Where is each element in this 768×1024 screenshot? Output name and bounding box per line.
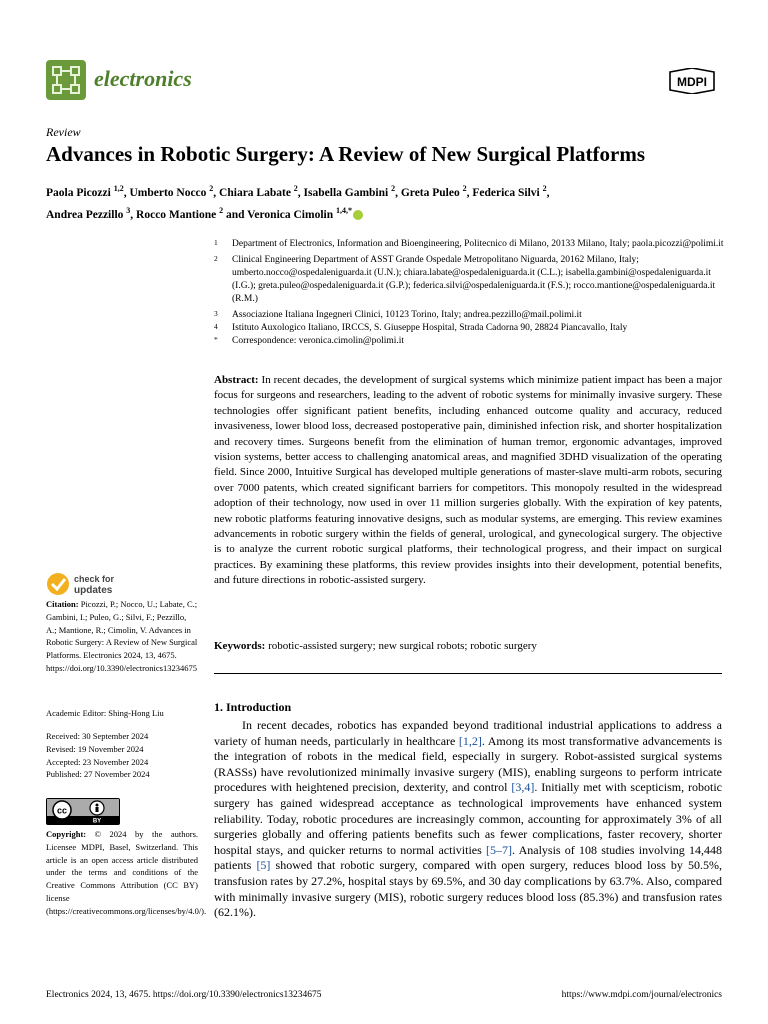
intro-text: In recent decades, robotics has expanded beyond traditional industrial applications to address a variety of human needs, particularly in healthcare [214, 718, 722, 748]
citation-block [46, 598, 198, 675]
intro-text: showed that robotic surgery, compared with open surgery, reduces blood loss by 50.5%, transfusion rates by 27.2%, hospital stays by 69.5%, and 30 day complications by 63.7%. Also, compared with minimally invasive surgery (MIS), robotic surgery reduces blood loss (85.3%) and transfusion rates (62.1%). [214, 858, 723, 920]
author-name: Veronica Cimolin [247, 208, 334, 221]
author-affil: 3 [126, 205, 131, 215]
author-affil: 2 [462, 184, 467, 193]
author-affil: 2 [542, 184, 547, 193]
citation-link[interactable]: [5–7] [486, 842, 513, 857]
citation-label: Citation: [46, 599, 79, 609]
citation-link[interactable]: [1,2] [458, 733, 482, 748]
check-for-label: check for [74, 574, 115, 584]
affil-number: 2 [214, 254, 218, 263]
cc-by-license-icon[interactable] [46, 798, 120, 825]
author-affil: 2 [209, 184, 214, 193]
author-affil: 1,4,* [335, 205, 352, 215]
academic-editor: Academic Editor: Shing-Hong Liu [46, 708, 164, 718]
citation-link[interactable]: [5] [256, 858, 271, 873]
section-heading: 1. Introduction [214, 700, 292, 714]
mdpi-logo-text: MDPI [677, 75, 707, 89]
author-name: Isabella Gambini [303, 186, 389, 199]
keywords-text: robotic-assisted surgery; new surgical robots; robotic surgery [268, 640, 537, 652]
correspondence: Correspondence: veronica.cimolin@polimi.it [232, 336, 405, 346]
author-name: Paola Picozzi [46, 186, 111, 199]
copyright-label: Copyright: [46, 829, 87, 839]
affil-number: * [214, 335, 218, 344]
copyright-text: © 2024 by the authors. Licensee MDPI, Basel, Switzerland. This article is an open access article distributed under the terms and conditions of the Creative Commons Attribution (CC BY) license (https://creativecommons.org/licenses/by/4.0/). [46, 829, 207, 916]
keywords [214, 640, 722, 652]
footer-journal-link[interactable]: https://www.mdpi.com/journal/electronics [561, 990, 722, 1000]
cc-text: cc [56, 805, 68, 816]
accepted-date: Accepted: 23 November 2024 [46, 756, 149, 767]
affil-text: Associazione Italiana Ingegneri Clinici, 10123 Torino, Italy; andrea.pezzillo@mail.polimi.it [232, 310, 582, 320]
revised-date: Revised: 19 November 2024 [46, 743, 144, 754]
intro-paragraph [214, 718, 722, 921]
author-affil: 1,2 [113, 184, 124, 193]
abstract-label: Abstract: [214, 374, 259, 386]
intro-text: . Analysis of 108 studies involving 14,448 patients [214, 842, 722, 873]
dates-block [46, 730, 198, 781]
author-name: Umberto Nocco [129, 186, 207, 199]
article-type: Review [46, 125, 81, 139]
author-name: Chiara Labate [219, 186, 291, 199]
author-name: Andrea Pezzillo [46, 208, 124, 221]
abstract-text: In recent decades, the development of surgical systems which minimize patient impact has been a major focus for surgeons and researchers, leading to the advent of robotic systems for minimally invasive surgery. These technologies offer significant patient benefits, including enhanced outcome quality and accuracy, reduced invasiveness, lower blood loss, decreased postoperative pain, diminished infection risk, and shorter hospitalization and recovery times. Surgeons benefit from the elimination of human tremor, ergonomic advantages, improved vision systems, better access to challenging anatomical areas, and magnified 3DHD visualization of the operating field. Since 2000, Intuitive Surgical has developed multiple generations of master-slave multi-arm robots, securing over 7000 patents, which created significant barriers for competitors. This monopoly resulted in the widespread adoption of their technology, now used in over 11 million surgeries globally. With the expiration of key patents, new robotic platforms featuring innovative designs, such as modular systems, are emerging. This review examines advancements in robotic surgery within the fields of general, urological, and gynecological surgery. The objective is to analyze the current robotic surgical platforms, their technological progress, and their impact on surgical practices. By examining these platforms, this review provides insights into their development, potential benefits, and future directions in robotic-assisted surgery. [214, 374, 722, 587]
affil-text: Clinical Engineering Department of ASST Grande Ospedale Metropolitano Niguarda, 20162 Milano, Italy; umberto.nocco@ospedaleniguarda.it (U.N.); chiara.labate@ospedaleniguarda.it (C.L.); isabella.gambini@ospedaleniguarda.it (I.G.); greta.puleo@ospedaleniguarda.it (G.P.); federica.silvi@ospedaleniguarda.it (F.S.); rocco.mantione@ospedaleniguarda.it (R.M.) [232, 255, 716, 304]
author-name: Rocco Mantione [136, 208, 217, 221]
citation-link[interactable]: [3,4] [511, 780, 535, 795]
author-affil: 2 [293, 184, 298, 193]
keywords-label: Keywords: [214, 640, 266, 652]
author-name: Greta Puleo [400, 186, 460, 199]
abstract [214, 373, 722, 589]
journal-logo-icon [46, 60, 86, 100]
divider [214, 673, 722, 674]
author-affil: 2 [219, 205, 224, 215]
affil-number: 4 [214, 322, 218, 331]
article-title: Advances in Robotic Surgery: A Review of New Surgical Platforms [46, 142, 646, 166]
affil-text: Department of Electronics, Information and Bioengineering, Politecnico di Milano, 20133 Milano, Italy; paola.picozzi@polimi.it [232, 239, 724, 249]
author-list: Paola Picozzi $^{1,2}$, Umberto Nocco $^2$, Chiara Labate $^2$, Isabella Gambini $^2$, Greta Puleo $^2$, Federica Silvi $^2$, Andrea Pezzillo $^3$, Rocco Mantione $^2$ and Veronica Cimolin $^{1,4,*}$ [46, 184, 550, 221]
by-text: BY [92, 818, 102, 824]
citation-text: Picozzi, P.; Nocco, U.; Labate, C.; Gambini, I.; Puleo, G.; Silvi, F.; Pezzillo, A.; Mantione, R.; Cimolin, V. Advances in Robotic Surgery: A Review of New Surgical Platforms. Electronics 2024, 13, 4675. https://doi.org/10.3390/electronics13234675 [46, 599, 198, 673]
affil-number: 1 [214, 238, 218, 247]
mdpi-logo [664, 68, 720, 99]
intro-text: . Initially met with scepticism, robotic surgery has gained widespread acceptance as technological improvements have enhanced system reliability. Today, robotic procedures are increasingly common, accounting for approximately 3% of all surgeries globally and offering patients benefits such as fewer complications, faster recovery, shorter hospital stays, and quicker returns to normal activities [214, 780, 723, 857]
affil-text: Istituto Auxologico Italiano, IRCCS, S. Giuseppe Hospital, Strada Cadorna 90, 28824 Piancavallo, Italy [232, 323, 628, 333]
footer-citation[interactable]: Electronics 2024, 13, 4675. https://doi.org/10.3390/electronics13234675 [46, 990, 322, 1000]
received-date: Received: 30 September 2024 [46, 731, 149, 741]
author-affil: 2 [391, 184, 396, 193]
check-for-updates-button[interactable] [46, 572, 194, 594]
journal-name: electronics [94, 66, 192, 91]
published-date: Published: 27 November 2024 [46, 769, 150, 780]
orcid-icon[interactable] [353, 210, 363, 220]
copyright-block [46, 828, 207, 918]
author-name: Federica Silvi [472, 186, 540, 199]
affiliations [214, 238, 724, 348]
updates-label: updates [74, 585, 113, 596]
affil-number: 3 [214, 309, 218, 318]
intro-text: . Among its most transformative advancements is the integration of robots in the medical field, especially in surgery. Robot-assisted surgical systems (RASSs) have revolutionized minimally invasive surgery (MIS), enabling surgeons to perform intricate procedures with heightened precision, dexterity, and control [214, 733, 722, 795]
